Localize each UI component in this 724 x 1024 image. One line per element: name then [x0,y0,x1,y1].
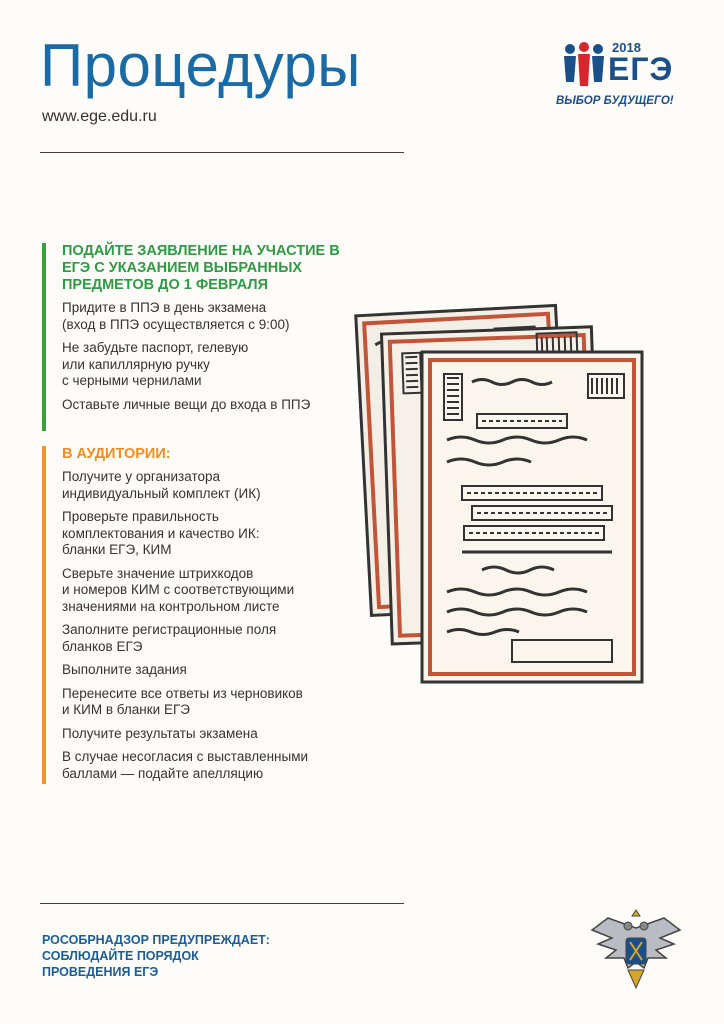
people-figures-icon [562,42,612,90]
list-item: Оставьте личные вещи до входа в ППЭ [62,396,311,412]
double-headed-eagle-emblem-icon [588,908,684,994]
list-item: Придите в ППЭ в день экзамена (вход в ППЭ осуществляется с 9:00) [62,300,290,332]
orange-accent-bar [42,446,46,784]
page-title: Процедуры [40,32,361,99]
list-item: Получите результаты экзамена [62,725,258,741]
list-item: Перенесите все ответы из черновиков и КИМ в бланки ЕГЭ [62,685,303,717]
top-divider [40,152,404,153]
list-item: Получите у организатора индивидуальный комплект (ИК) [62,469,261,501]
website-url[interactable]: www.ege.edu.ru [42,108,157,125]
list-item: Проверьте правильность комплектования и качество ИК: бланки ЕГЭ, КИМ [62,509,260,557]
before-exam-section [42,243,352,431]
logo-slogan: ВЫБОР БУДУЩЕГО! [556,95,674,107]
green-accent-bar [42,243,46,431]
before-exam-heading: ПОДАЙТЕ ЗАЯВЛЕНИЕ НА УЧАСТИЕ В ЕГЭ С УКАЗАНИЕМ ВЫБРАННЫХ ПРЕДМЕТОВ ДО 1 ФЕВРАЛЯ [62,243,340,293]
in-room-heading: В АУДИТОРИИ: [62,446,171,462]
bottom-divider [40,903,404,904]
logo-name: ЕГЭ [608,51,674,87]
rosobrnadzor-warning: РОСОБРНАДЗОР ПРЕДУПРЕЖДАЕТ: СОБЛЮДАЙТЕ ПОРЯДОК ПРОВЕДЕНИЯ ЕГЭ [42,933,270,979]
in-room-section [42,446,362,784]
exam-answer-forms-icon [352,290,652,720]
logo-year: 2018 [612,40,641,55]
list-item: В случае несогласия с выставленными баллами — подайте апелляцию [62,749,309,781]
list-item: Заполните регистрационные поля бланков ЕГЭ [62,622,277,654]
ege-logo [556,40,686,115]
list-item: Не забудьте паспорт, гелевую или капиллярную ручку с черными чернилами [62,340,249,388]
list-item: Сверьте значение штрихкодов и номеров КИМ с соответствующими значениями на контрольном листе [62,565,295,614]
list-item: Выполните задания [62,662,187,677]
